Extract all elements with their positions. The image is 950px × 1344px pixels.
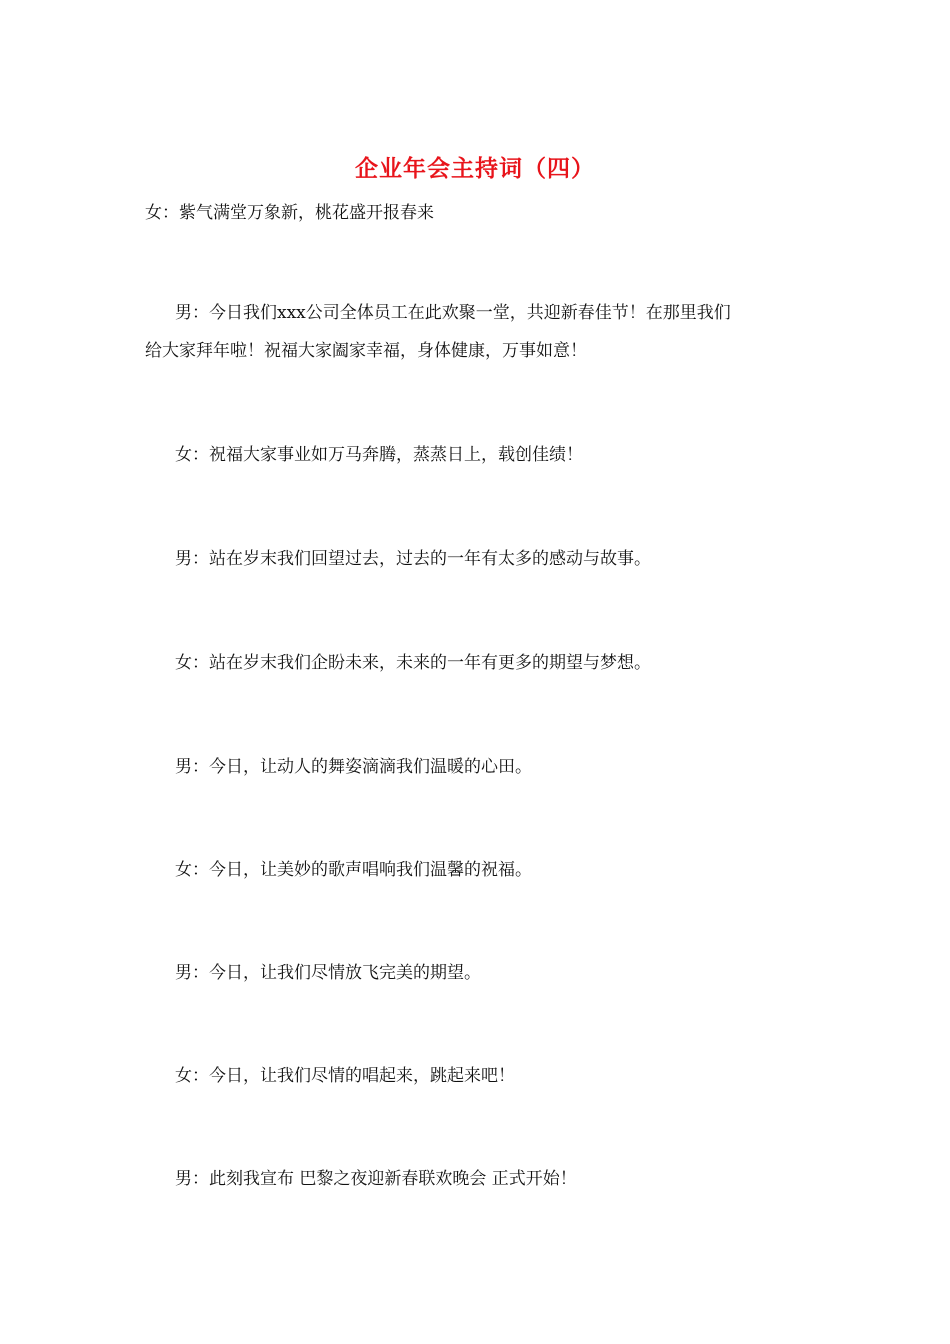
paragraph-female-3: 女：站在岁末我们企盼未来，未来的一年有更多的期望与梦想。 [175, 653, 651, 673]
paragraph-female-5: 女：今日，让我们尽情的唱起来，跳起来吧！ [175, 1066, 515, 1086]
paragraph-male-1-line-1: 男：今日我们xxx公司全体员工在此欢聚一堂，共迎新春佳节！在那里我们 [175, 303, 731, 323]
document-title: 企业年会主持词（四） [355, 155, 595, 182]
paragraph-female-2: 女：祝福大家事业如万马奔腾，蒸蒸日上，载创佳绩！ [175, 445, 583, 465]
paragraph-male-2: 男：站在岁末我们回望过去，过去的一年有太多的感动与故事。 [175, 549, 651, 569]
paragraph-male-5: 男：此刻我宣布 巴黎之夜迎新春联欢晚会 正式开始！ [175, 1169, 577, 1189]
paragraph-male-1-line-2: 给大家拜年啦！祝福大家阖家幸福，身体健康，万事如意！ [145, 341, 587, 361]
paragraph-female-1: 女：紫气满堂万象新，桃花盛开报春来 [145, 203, 434, 223]
paragraph-male-4: 男：今日，让我们尽情放飞完美的期望。 [175, 963, 481, 983]
paragraph-female-4: 女：今日，让美妙的歌声唱响我们温馨的祝福。 [175, 860, 532, 880]
paragraph-male-3: 男：今日，让动人的舞姿滴滴我们温暖的心田。 [175, 757, 532, 777]
